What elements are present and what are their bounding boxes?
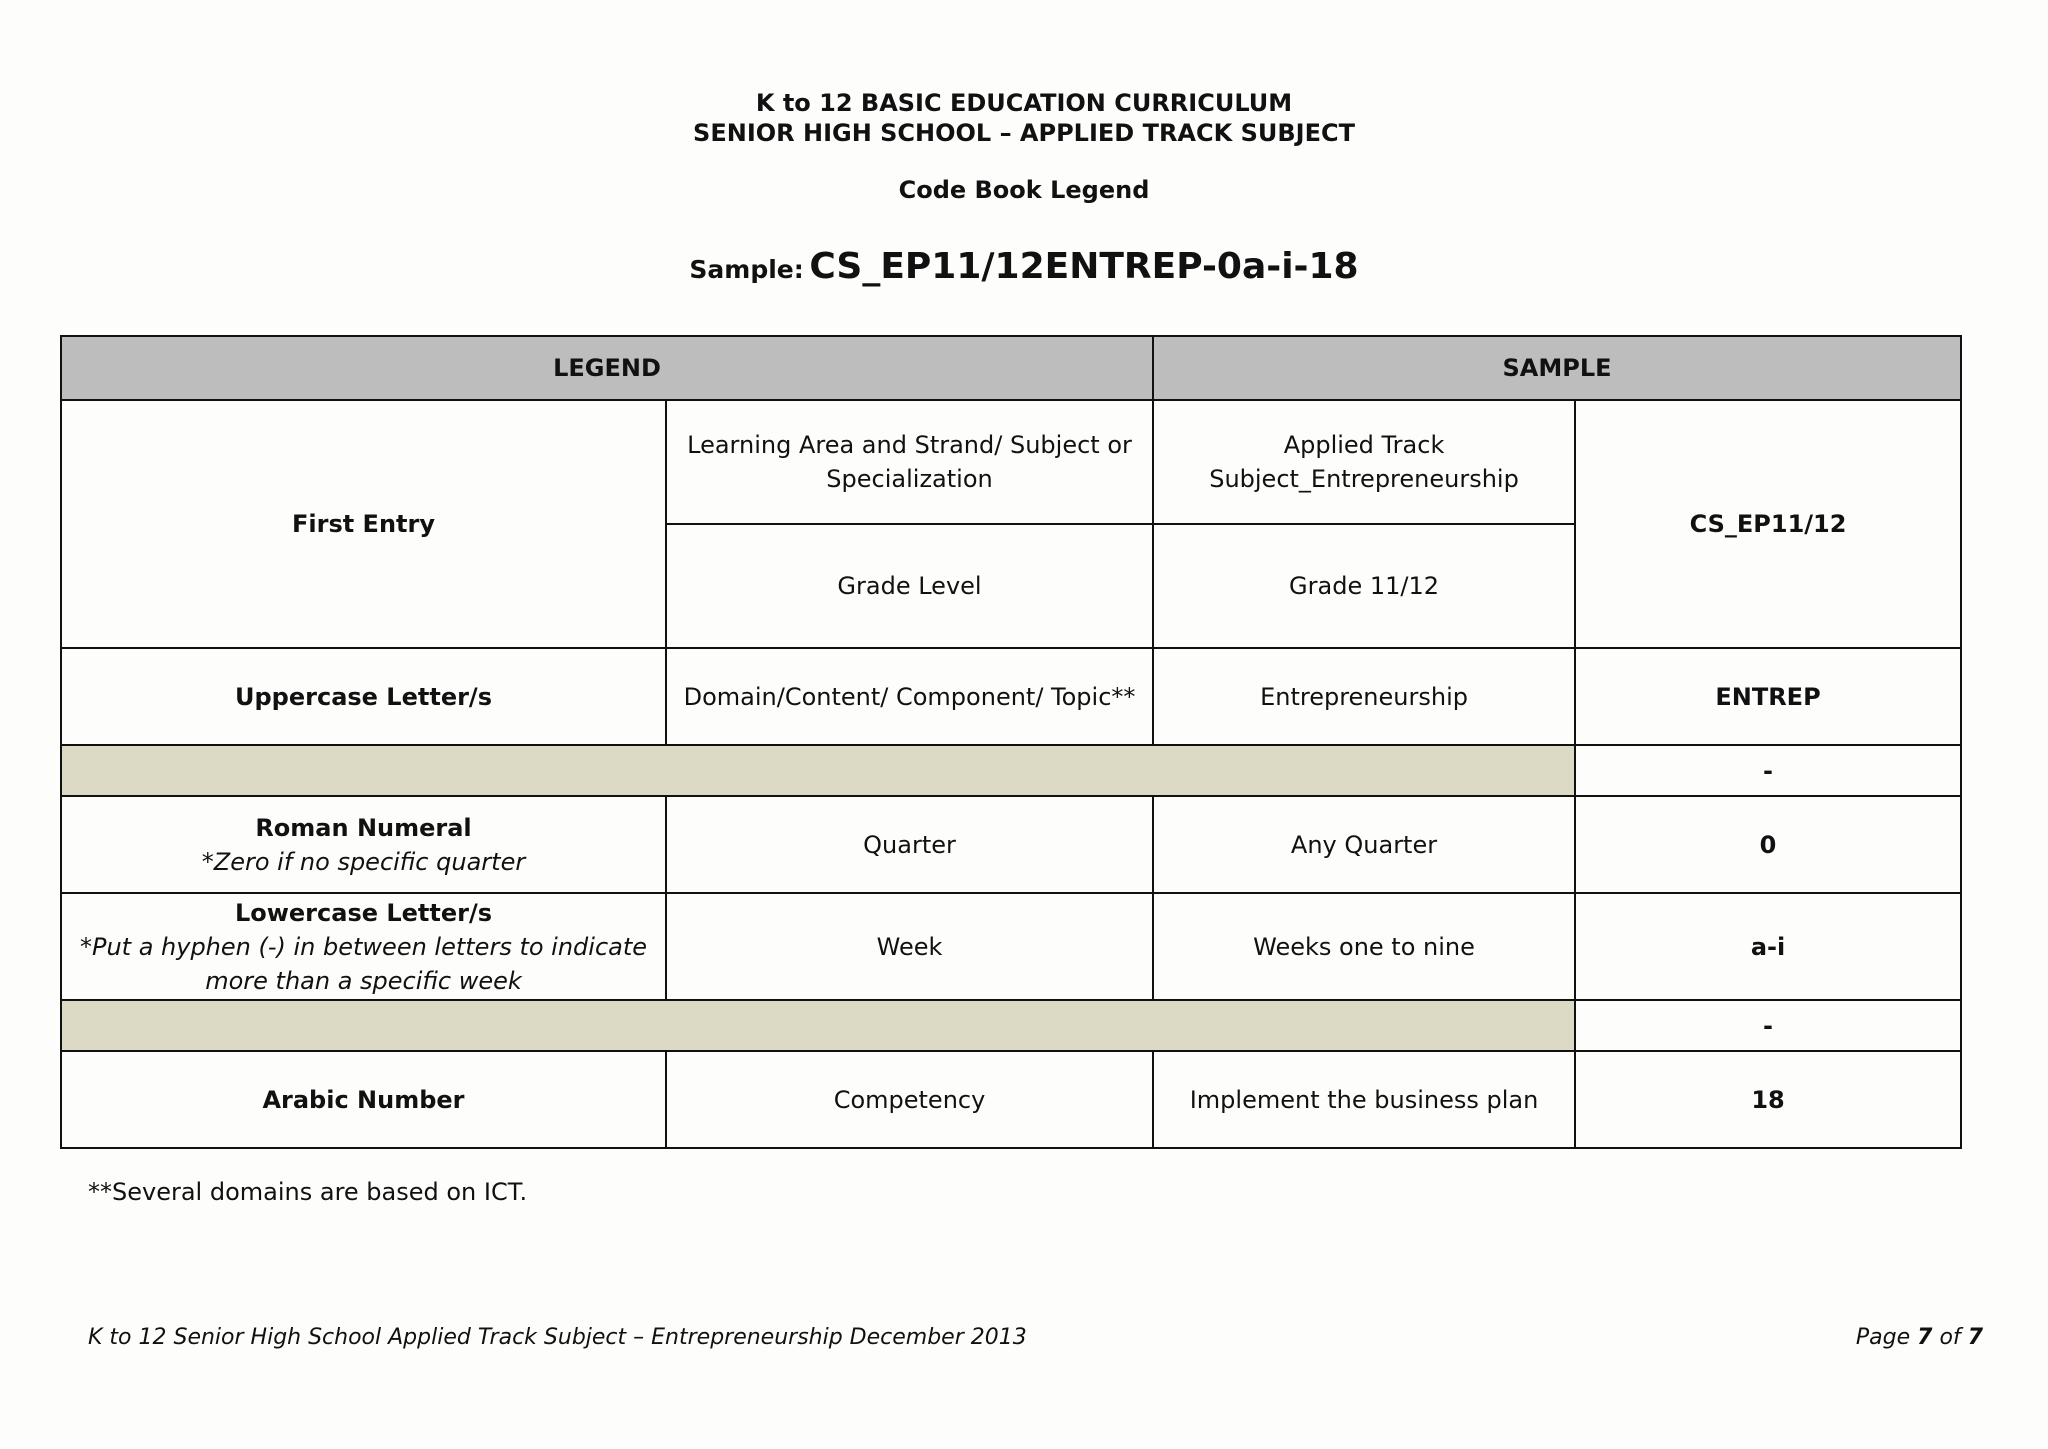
lowercase-code: a-i xyxy=(1575,893,1961,1000)
lowercase-sample: Weeks one to nine xyxy=(1153,893,1575,1000)
page-total: 7 xyxy=(1967,1325,1983,1350)
uppercase-label: Uppercase Letter/s xyxy=(61,648,666,745)
arabic-code: 18 xyxy=(1575,1051,1961,1148)
table-row xyxy=(61,648,1961,745)
footnote: **Several domains are based on ICT. xyxy=(88,1178,528,1206)
separator-shade xyxy=(61,1000,1575,1051)
footer-document-title: K to 12 Senior High School Applied Track Subject – Entrepreneurship December 2013 xyxy=(88,1325,1027,1350)
page-current: 7 xyxy=(1917,1325,1933,1350)
table-row xyxy=(61,796,1961,893)
first-entry-sample-2: Grade 11/12 xyxy=(1153,524,1575,648)
first-entry-label: First Entry xyxy=(61,400,666,648)
header-line-1: K to 12 BASIC EDUCATION CURRICULUM xyxy=(755,89,1293,117)
lowercase-desc: Week xyxy=(666,893,1153,1000)
roman-sample: Any Quarter xyxy=(1153,796,1575,893)
arabic-desc: Competency xyxy=(666,1051,1153,1148)
separator-dash: - xyxy=(1575,1000,1961,1051)
uppercase-desc: Domain/Content/ Component/ Topic** xyxy=(666,648,1153,745)
sample-line xyxy=(0,246,2048,287)
arabic-label: Arabic Number xyxy=(61,1051,666,1148)
header-line-2: SENIOR HIGH SCHOOL – APPLIED TRACK SUBJECT xyxy=(693,119,1355,147)
uppercase-sample: Entrepreneurship xyxy=(1153,648,1575,745)
sample-label: Sample: xyxy=(689,255,804,284)
page-prefix: Page xyxy=(1855,1325,1911,1350)
table-row xyxy=(61,893,1961,1000)
lowercase-note: *Put a hyphen (-) in between letters to indicate more than a specific week xyxy=(79,932,648,995)
first-entry-desc-2: Grade Level xyxy=(666,524,1153,648)
separator-row xyxy=(61,1000,1961,1051)
lowercase-label: Lowercase Letter/s xyxy=(234,898,493,927)
roman-note: *Zero if no specific quarter xyxy=(201,847,526,876)
roman-code: 0 xyxy=(1575,796,1961,893)
section-title: Code Book Legend xyxy=(898,176,1150,204)
code-book-legend-table xyxy=(60,335,1962,1149)
separator-shade xyxy=(61,745,1575,796)
table-row xyxy=(61,1051,1961,1148)
page-of: of xyxy=(1939,1325,1961,1350)
arabic-sample: Implement the business plan xyxy=(1153,1051,1575,1148)
separator-dash: - xyxy=(1575,745,1961,796)
sample-code: CS_EP11/12ENTREP-0a-i-18 xyxy=(809,246,1359,287)
roman-label-cell xyxy=(61,796,666,893)
lowercase-label-cell xyxy=(61,893,666,1000)
page-number xyxy=(1856,1325,1983,1350)
roman-desc: Quarter xyxy=(666,796,1153,893)
separator-row xyxy=(61,745,1961,796)
table-header-row xyxy=(61,336,1961,400)
document-header xyxy=(0,88,2048,148)
first-entry-code: CS_EP11/12 xyxy=(1575,400,1961,648)
uppercase-code: ENTREP xyxy=(1575,648,1961,745)
roman-label: Roman Numeral xyxy=(255,813,472,842)
legend-header: LEGEND xyxy=(61,336,1153,400)
table-row xyxy=(61,400,1961,524)
sample-header: SAMPLE xyxy=(1153,336,1961,400)
first-entry-desc-1: Learning Area and Strand/ Subject or Specialization xyxy=(666,400,1153,524)
first-entry-sample-1: Applied Track Subject_Entrepreneurship xyxy=(1153,400,1575,524)
